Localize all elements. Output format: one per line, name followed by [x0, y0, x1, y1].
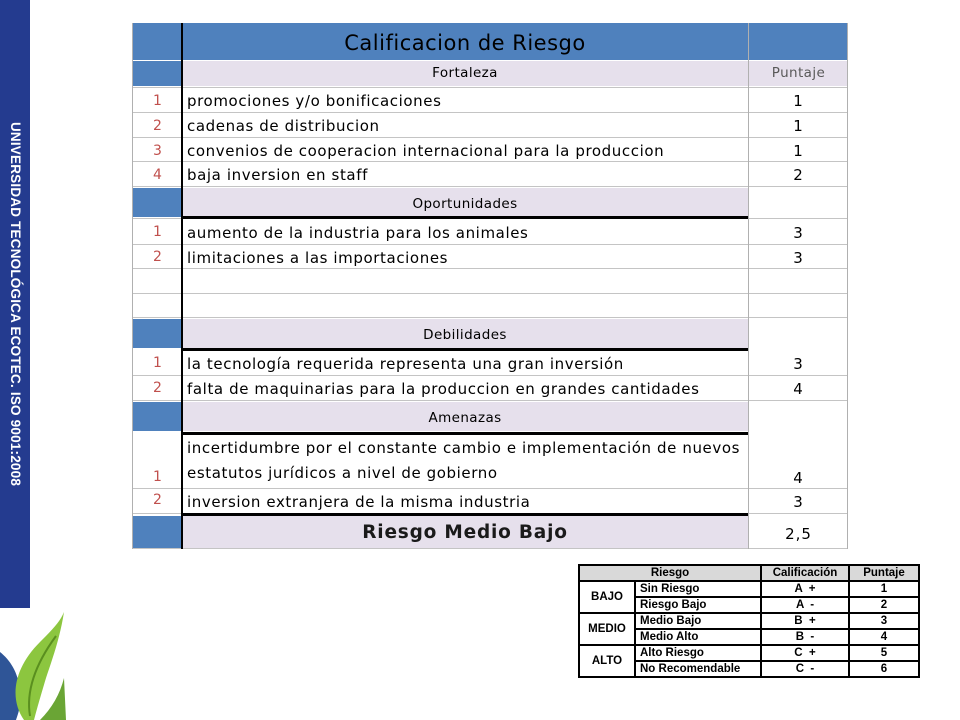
- amenazas-left-blue: [133, 402, 181, 431]
- oportunidad-score-2: 3: [793, 249, 804, 267]
- legend-riesgo: Riesgo Bajo: [635, 597, 761, 613]
- vline-score: [748, 23, 749, 549]
- amenaza-num-2: 2: [153, 492, 162, 508]
- legend-riesgo: Medio Alto: [635, 629, 761, 645]
- oportunidad-item-1: aumento de la industria para los animales: [187, 224, 529, 242]
- grid-line: [133, 87, 848, 88]
- grid-line: [133, 244, 848, 245]
- risk-legend-table: [578, 564, 920, 678]
- debilidad-num-2: 2: [153, 380, 162, 396]
- legend-riesgo: Alto Riesgo: [635, 645, 761, 661]
- side-banner: [0, 0, 30, 608]
- fortaleza-item-3: convenios de cooperacion internacional para la produccion: [187, 142, 665, 160]
- fortaleza-score-2: 1: [793, 117, 804, 135]
- vline-index: [181, 23, 183, 549]
- legend-puntaje: 2: [849, 597, 919, 613]
- debilidad-num-1: 1: [153, 355, 162, 371]
- grid-line: [133, 112, 848, 113]
- header-puntaje: Puntaje: [749, 61, 848, 86]
- title-right-blue: [749, 23, 848, 60]
- legend-group-bajo: BAJO: [579, 581, 635, 613]
- vline-left: [132, 23, 133, 549]
- section-debilidades: Debilidades: [182, 319, 748, 348]
- table-title: Calificacion de Riesgo: [182, 23, 748, 60]
- amenaza-score-1: 4: [793, 469, 804, 487]
- grid-line: [133, 488, 848, 489]
- grid-line: [133, 161, 848, 162]
- amenaza-num-1: 1: [153, 469, 162, 485]
- legend-row: [579, 645, 919, 661]
- legend-header-puntaje: Puntaje: [849, 565, 919, 581]
- fortaleza-score-4: 2: [793, 166, 804, 184]
- amenaza-item-1-line1: incertidumbre por el constante cambio e implementación de nuevos: [187, 439, 741, 457]
- legend-calificacion: C -: [761, 661, 849, 677]
- debilidad-item-1: la tecnología requerida representa una gran inversión: [187, 355, 624, 373]
- debilidad-score-2: 4: [793, 380, 804, 398]
- legend-header-calificacion: Calificación: [761, 565, 849, 581]
- debilidades-left-blue: [133, 319, 181, 348]
- legend-riesgo: Medio Bajo: [635, 613, 761, 629]
- banner-text: UNIVERSIDAD TECNOLÓGICA ECOTEC. ISO 9001:2008: [8, 121, 23, 487]
- header-left-blue: [133, 61, 181, 86]
- header-fortaleza: Fortaleza: [182, 61, 748, 86]
- legend-calificacion: A -: [761, 597, 849, 613]
- section-rule: [181, 348, 749, 351]
- grid-line: [133, 400, 848, 401]
- legend-puntaje: 5: [849, 645, 919, 661]
- fortaleza-item-1: promociones y/o bonificaciones: [187, 92, 442, 110]
- oportunidades-left-blue: [133, 188, 181, 217]
- legend-calificacion: A +: [761, 581, 849, 597]
- grid-line: [133, 293, 848, 294]
- legend-group-alto: ALTO: [579, 645, 635, 677]
- legend-calificacion: B +: [761, 613, 849, 629]
- legend-row: [579, 581, 919, 597]
- oportunidad-score-1: 3: [793, 224, 804, 242]
- grid-line: [133, 186, 848, 187]
- grid-line: [133, 317, 848, 318]
- section-rule: [181, 513, 749, 516]
- legend-calificacion: B -: [761, 629, 849, 645]
- fortaleza-score-3: 1: [793, 142, 804, 160]
- debilidad-item-2: falta de maquinarias para la produccion en grandes cantidades: [187, 380, 700, 398]
- amenaza-item-2: inversion extranjera de la misma industria: [187, 493, 531, 511]
- legend-header-riesgo: Riesgo: [579, 565, 761, 581]
- amenaza-item-1-line2: estatutos jurídicos a nivel de gobierno: [187, 464, 498, 482]
- fortaleza-score-1: 1: [793, 92, 804, 110]
- oportunidad-num-1: 1: [153, 224, 162, 240]
- legend-puntaje: 4: [849, 629, 919, 645]
- legend-group-medio: MEDIO: [579, 613, 635, 645]
- fortaleza-item-2: cadenas de distribucion: [187, 117, 380, 135]
- oportunidad-num-2: 2: [153, 249, 162, 265]
- amenaza-score-2: 3: [793, 493, 804, 511]
- debilidad-score-1: 3: [793, 355, 804, 373]
- legend-header-row: [579, 565, 919, 581]
- section-rule: [181, 216, 749, 219]
- legend-riesgo: Sin Riesgo: [635, 581, 761, 597]
- legend-calificacion: C +: [761, 645, 849, 661]
- fortaleza-num-1: 1: [153, 93, 162, 109]
- section-rule: [181, 432, 749, 435]
- oportunidad-item-2: limitaciones a las importaciones: [187, 249, 449, 267]
- legend-puntaje: 6: [849, 661, 919, 677]
- legend-puntaje: 1: [849, 581, 919, 597]
- grid-line: [133, 137, 848, 138]
- legend-puntaje: 3: [849, 613, 919, 629]
- grid-line: [133, 268, 848, 269]
- grid-line: [133, 548, 848, 549]
- fortaleza-num-2: 2: [153, 118, 162, 134]
- result-score: 2,5: [785, 525, 812, 543]
- section-amenazas: Amenazas: [182, 402, 748, 431]
- title-left-blue: [133, 23, 181, 60]
- legend-riesgo: No Recomendable: [635, 661, 761, 677]
- legend-row: [579, 613, 919, 629]
- vline-right: [847, 23, 848, 549]
- grid-line: [133, 375, 848, 376]
- result-left-blue: [133, 516, 181, 548]
- section-oportunidades: Oportunidades: [182, 188, 748, 217]
- result-label: Riesgo Medio Bajo: [182, 516, 748, 548]
- university-logo: [0, 612, 66, 720]
- fortaleza-num-4: 4: [153, 167, 162, 183]
- fortaleza-item-4: baja inversion en staff: [187, 166, 368, 184]
- fortaleza-num-3: 3: [153, 143, 162, 159]
